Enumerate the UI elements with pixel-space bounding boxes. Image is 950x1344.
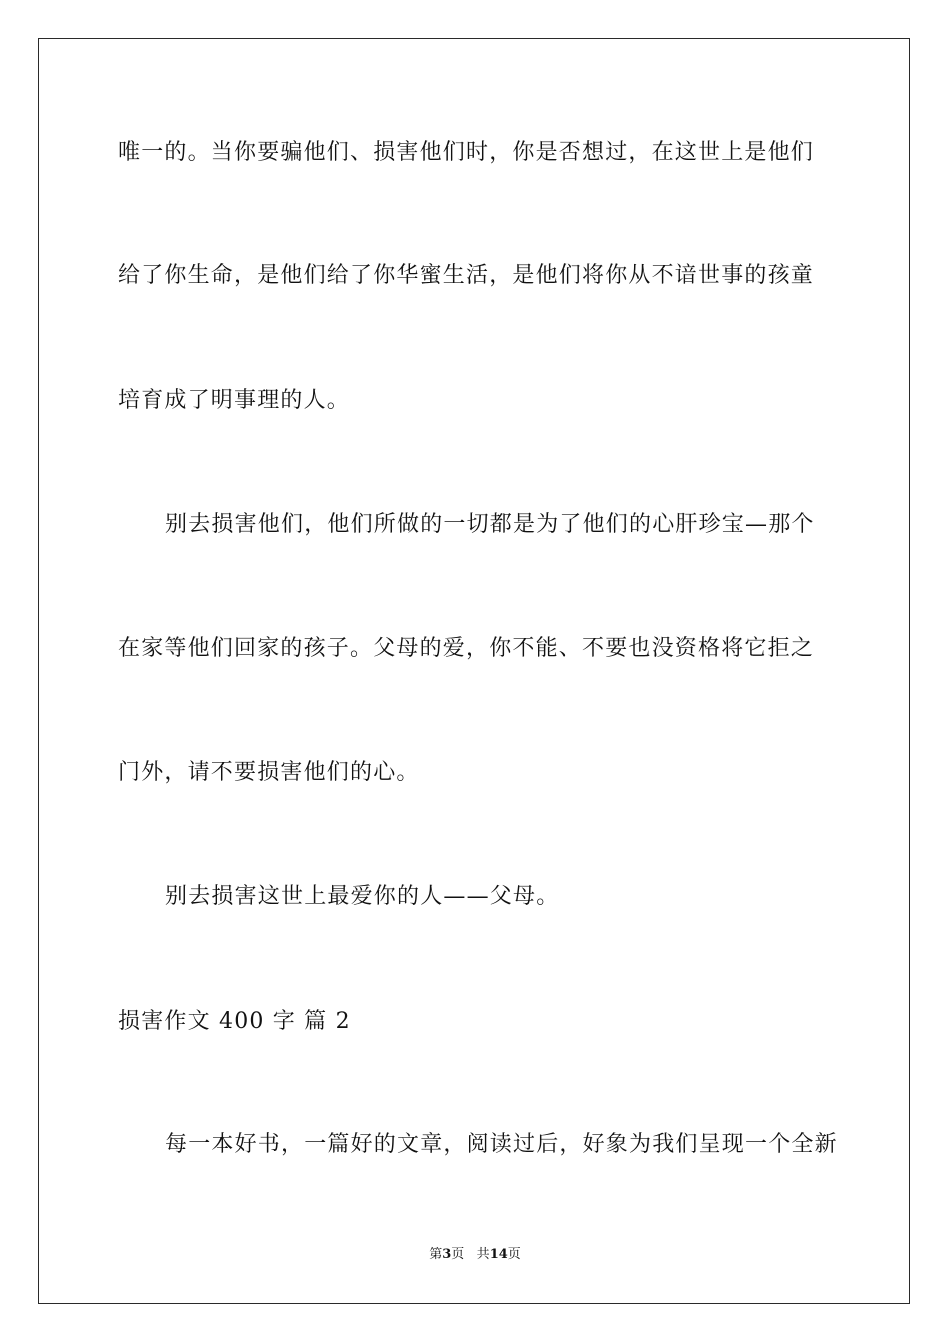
- page-footer: [0, 1246, 950, 1264]
- paragraph-line: 唯一的。当你要骗他们、损害他们时，你是否想过，在这世上是他们: [118, 140, 815, 165]
- footer-total-suffix: 页: [507, 1247, 521, 1262]
- paragraph-line: 每一本好书，一篇好的文章，阅读过后，好象为我们呈现一个全新: [165, 1132, 838, 1157]
- page-frame: [38, 38, 910, 1304]
- paragraph-line: 别去损害这世上最爱你的人——父母。: [165, 884, 560, 909]
- footer-total-prefix: 共: [476, 1247, 490, 1262]
- paragraph-line: 在家等他们回家的孩子。父母的爱，你不能、不要也没资格将它拒之: [118, 636, 815, 661]
- section-heading: 损害作文 400 字 篇 2: [118, 1009, 351, 1034]
- paragraph-line: 给了你生命，是他们给了你华蜜生活，是他们将你从不谙世事的孩童: [118, 263, 815, 288]
- footer-page-number: 3: [442, 1247, 452, 1262]
- footer-total-pages: 14: [489, 1247, 508, 1262]
- paragraph-line: 别去损害他们，他们所做的一切都是为了他们的心肝珍宝—那个: [165, 512, 815, 537]
- paragraph-line: 门外，请不要损害他们的心。: [118, 760, 420, 785]
- footer-page-suffix: 页: [451, 1247, 465, 1262]
- paragraph-line: 培育成了明事理的人。: [118, 388, 351, 413]
- footer-prefix: 第: [429, 1247, 443, 1262]
